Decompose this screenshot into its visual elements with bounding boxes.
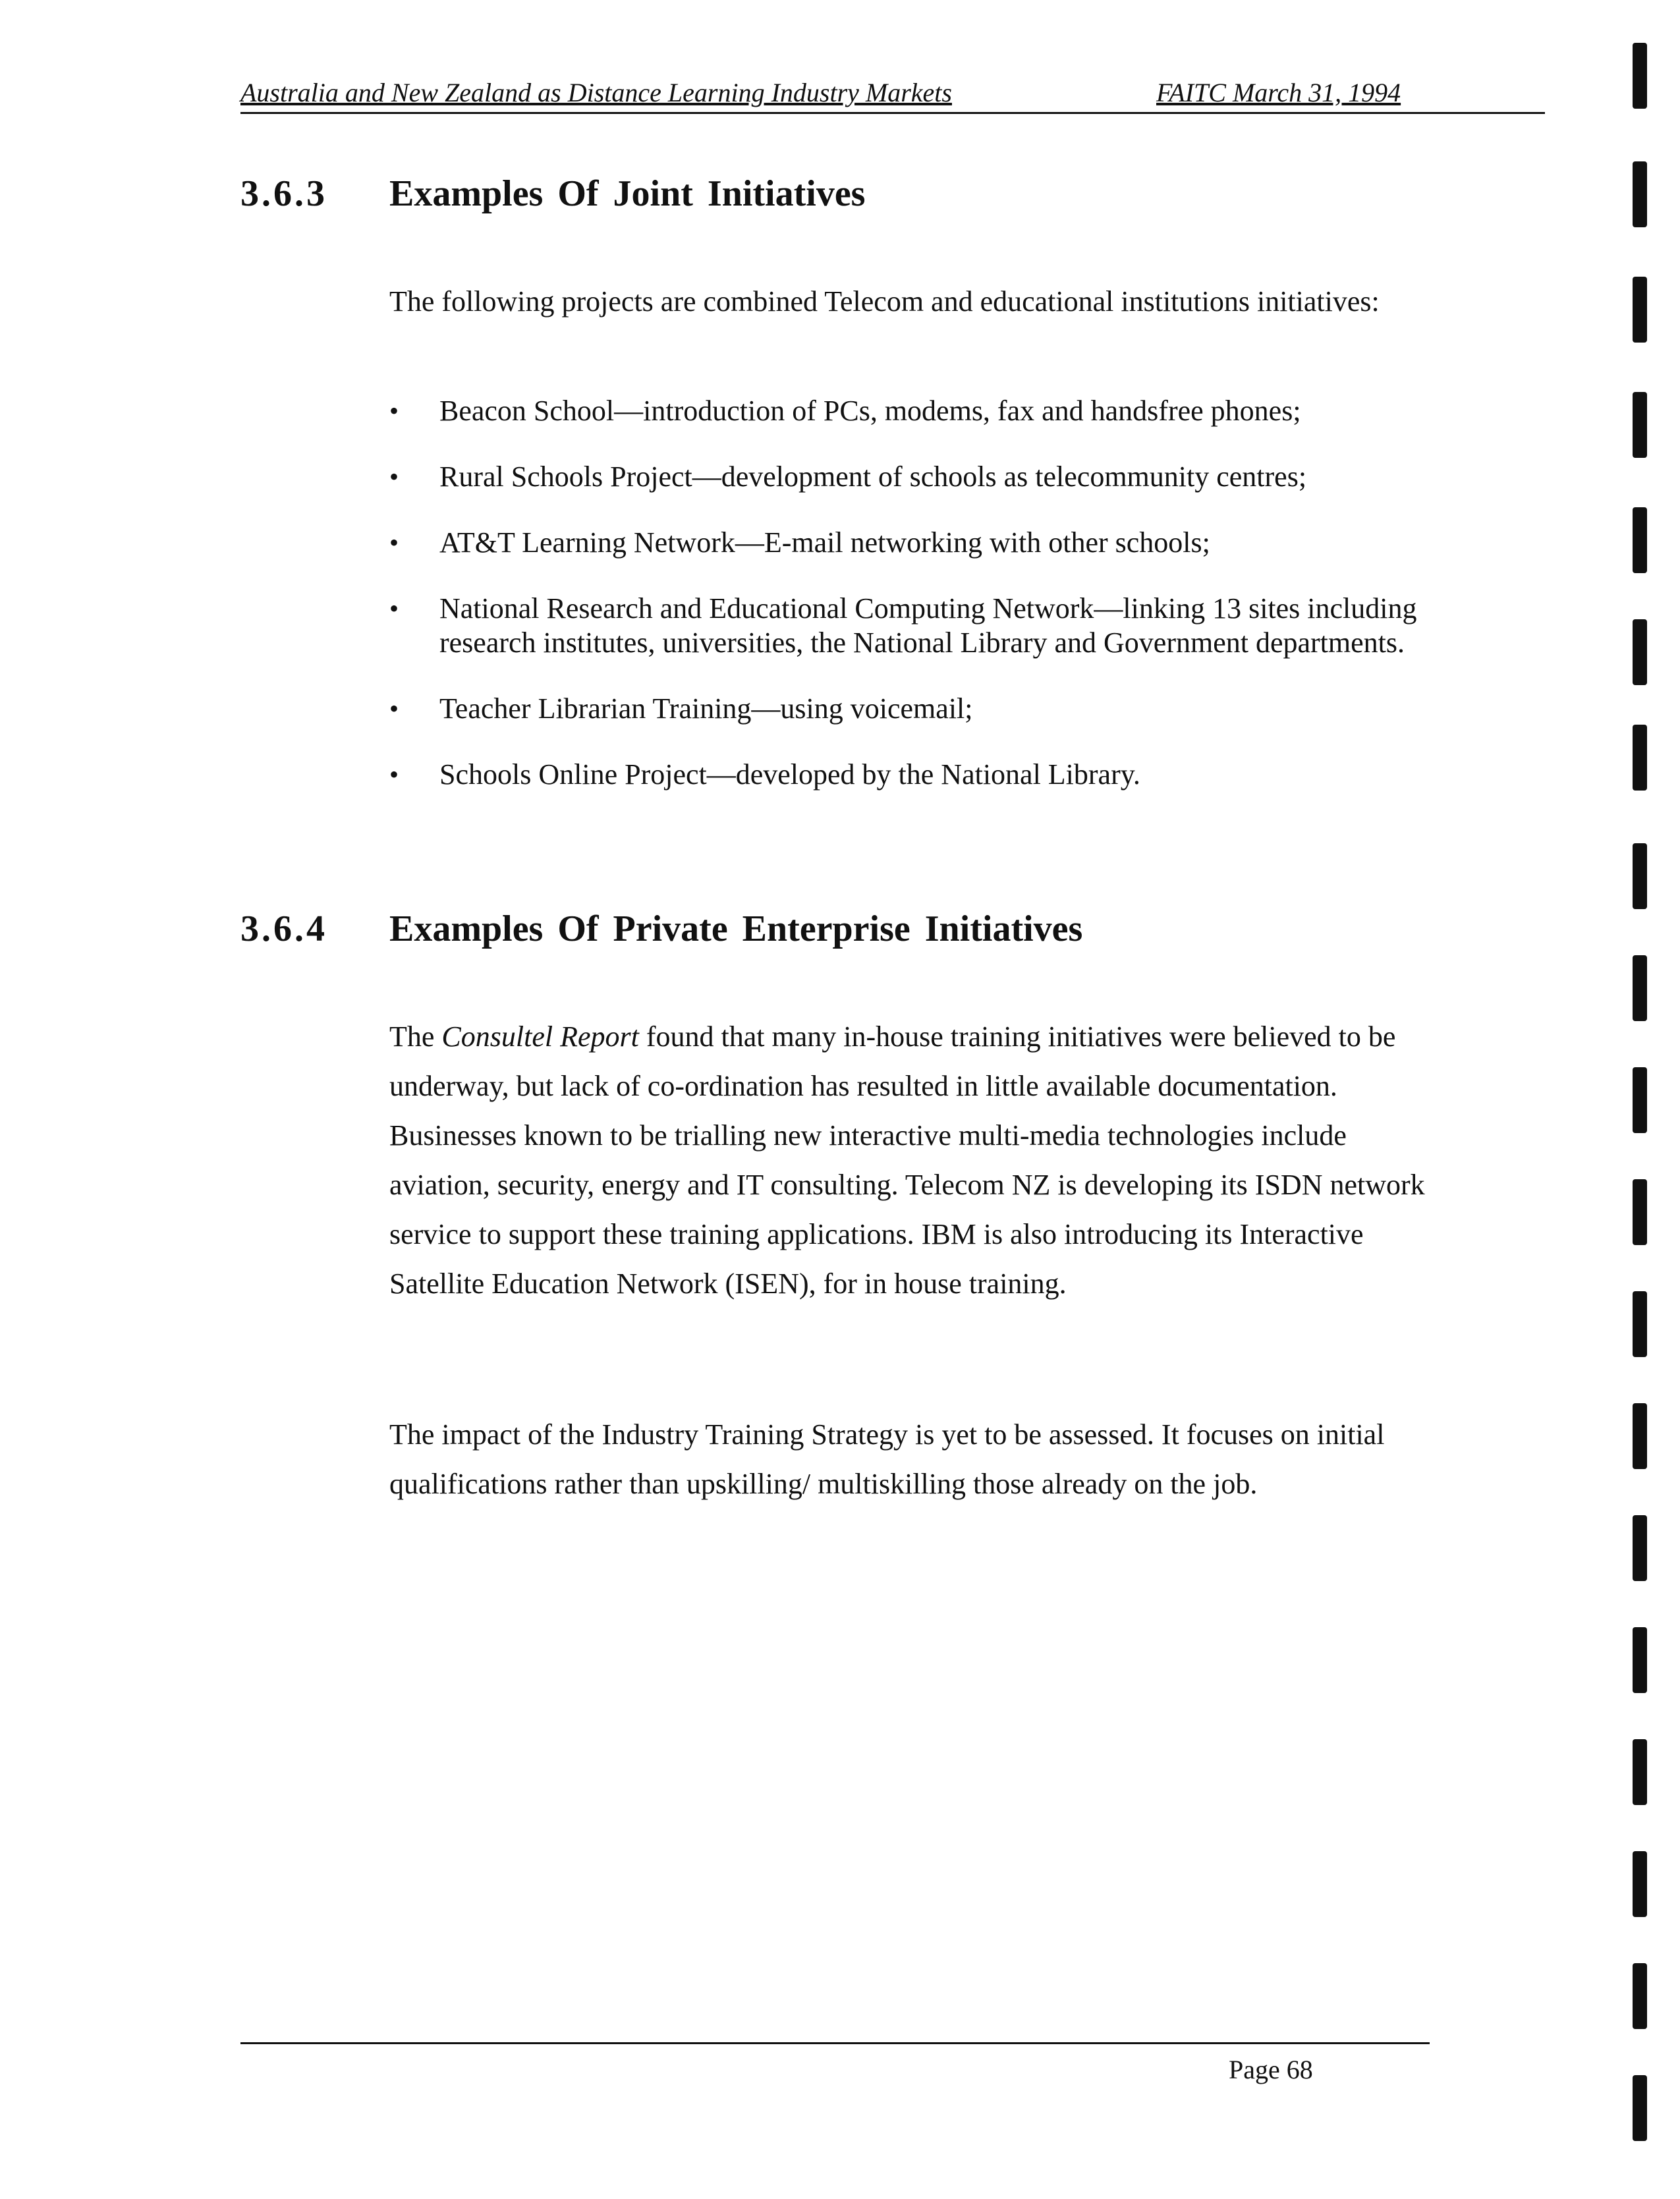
list-item <box>389 692 1443 726</box>
page-number: Page 68 <box>1229 2055 1313 2084</box>
section-title: Examples Of Private Enterprise Initiatives <box>389 908 1083 949</box>
binding-mark <box>1633 1403 1647 1469</box>
list-item <box>389 592 1443 660</box>
report-title: Consultel Report <box>441 1020 639 1053</box>
bullet-icon: • <box>389 594 399 623</box>
bullet-icon: • <box>389 528 399 557</box>
binding-mark <box>1633 1179 1647 1245</box>
bullet-icon: • <box>389 694 399 723</box>
header-document-title: Australia and New Zealand as Distance Learning Industry Markets <box>240 78 952 107</box>
intro-paragraph: The following projects are combined Telecom and educational institutions initiatives: <box>389 285 1380 318</box>
bullet-icon: • <box>389 462 399 491</box>
binding-mark <box>1633 277 1647 343</box>
paragraph-body: found that many in-house training initiatives were believed to be underway, but lack of co-ordination has resulted in little available documentation. Businesses known to be trialling new interactive multi-media technologies include aviation, security, energy and IT consulting. Telecom NZ is developing its ISDN network service to support these training applications. IBM is also introducing its Interactive Satellite Education Network (ISEN), for in house training. <box>389 1020 1425 1300</box>
binding-mark <box>1633 1515 1647 1581</box>
footer-rule <box>240 2042 1430 2044</box>
industry-training-paragraph: The impact of the Industry Training Strategy is yet to be assessed. It focuses on initial qualifications rather than upskilling/ multiskilling those already on the job. <box>389 1418 1385 1500</box>
private-enterprise-paragraph <box>389 1012 1443 1308</box>
list-item-text: Schools Online Project—developed by the National Library. <box>439 758 1140 791</box>
binding-mark <box>1633 619 1647 685</box>
binding-mark <box>1633 2075 1647 2141</box>
list-item <box>389 394 1443 428</box>
binding-mark <box>1633 43 1647 109</box>
bullet-icon: • <box>389 396 399 426</box>
header-document-date: FAITC March 31, 1994 <box>1156 78 1401 107</box>
bullet-icon: • <box>389 760 399 789</box>
list-item-text: Teacher Librarian Training—using voicemail; <box>439 692 973 725</box>
running-header <box>240 78 1545 114</box>
list-item-text: National Research and Educational Computing Network—linking 13 sites including research institutes, universities, the National Library and Government departments. <box>439 592 1417 659</box>
list-item <box>389 460 1443 494</box>
section-heading-3-6-4 <box>240 908 1082 950</box>
binding-mark <box>1633 1291 1647 1357</box>
section-title: Examples Of Joint Initiatives <box>389 173 866 214</box>
binding-mark <box>1633 507 1647 573</box>
binding-mark <box>1633 1067 1647 1133</box>
binding-mark <box>1633 843 1647 909</box>
binding-mark <box>1633 955 1647 1021</box>
binding-mark <box>1633 392 1647 458</box>
section-number: 3.6.3 <box>240 173 327 214</box>
list-item <box>389 526 1443 560</box>
list-item-text: AT&T Learning Network—E-mail networking with other schools; <box>439 526 1210 559</box>
list-item-text: Beacon School—introduction of PCs, modems, fax and handsfree phones; <box>439 395 1301 427</box>
binding-mark <box>1633 725 1647 791</box>
binding-mark <box>1633 1963 1647 2029</box>
binding-mark <box>1633 1627 1647 1693</box>
binding-mark <box>1633 1851 1647 1917</box>
joint-initiatives-list <box>389 394 1443 823</box>
list-item <box>389 758 1443 792</box>
paragraph-lead: The <box>389 1020 442 1053</box>
section-number: 3.6.4 <box>240 908 327 949</box>
binding-mark <box>1633 161 1647 227</box>
section-heading-3-6-3 <box>240 173 865 215</box>
list-item-text: Rural Schools Project—development of schools as telecommunity centres; <box>439 460 1307 493</box>
binding-mark <box>1633 1739 1647 1805</box>
